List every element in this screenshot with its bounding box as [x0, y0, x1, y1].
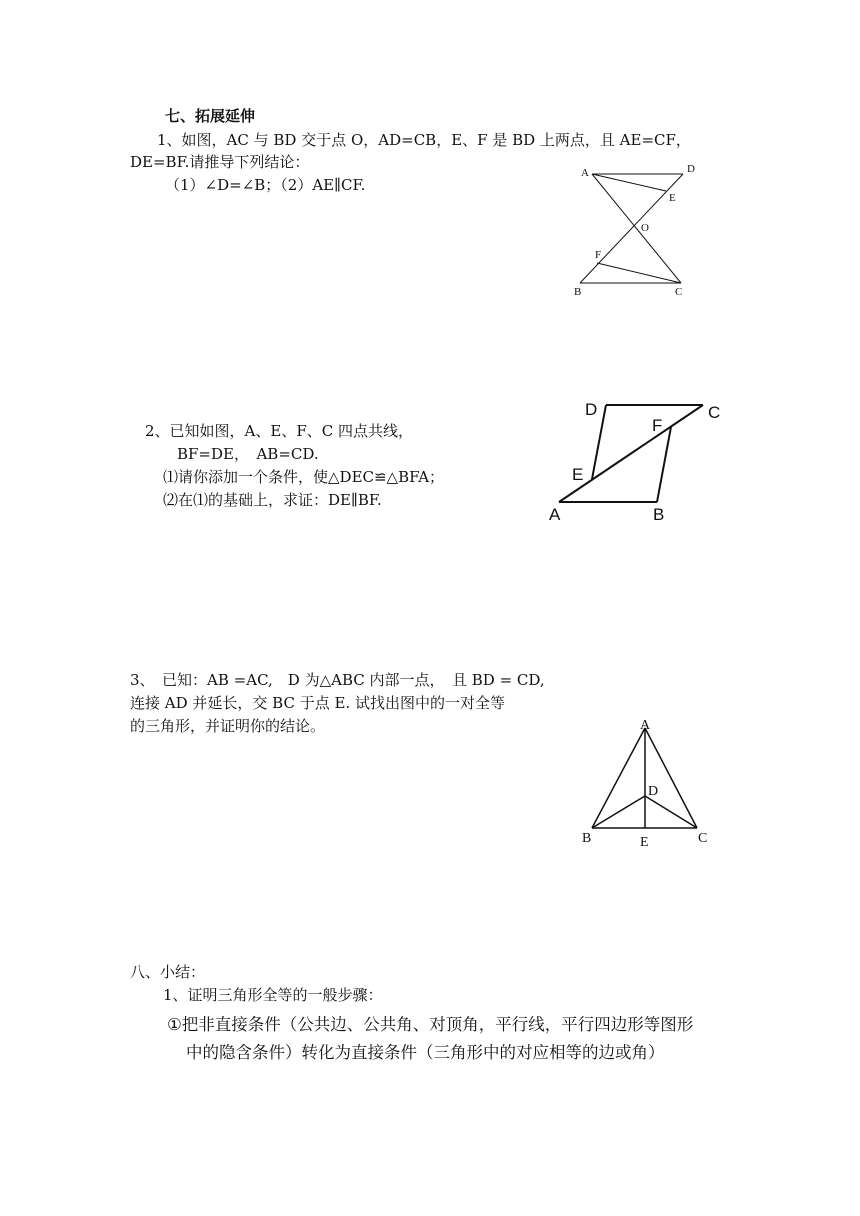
- q1-label-D: D: [687, 163, 695, 175]
- q3-line-2: 连接 AD 并延长，交 BC 于点 E. 试找出图中的一对全等: [130, 694, 505, 712]
- q2-label-A: A: [549, 505, 561, 524]
- q1-line-1: 1、如图，AC 与 BD 交于点 O，AD=CB，E、F 是 BD 上两点，且 AE=CF，: [157, 131, 691, 149]
- q1-label-B: B: [574, 286, 582, 298]
- q1-label-E: E: [669, 192, 676, 204]
- summary-step-1-line-1: ①把非直接条件（公共边、公共角、对顶角，平行线，平行四边形等图形: [167, 1015, 694, 1034]
- q2-line-3: ⑴请你添加一个条件，使△DEC≌△BFA；: [163, 468, 445, 486]
- summary-step-1-line-2: 中的隐含条件）转化为直接条件（三角形中的对应相等的边或角）: [186, 1043, 665, 1062]
- q3-label-E: E: [640, 835, 649, 850]
- section-7-heading: 七、拓展延伸: [165, 107, 256, 125]
- q2-label-B: B: [653, 505, 665, 524]
- q1-label-C: C: [675, 286, 683, 298]
- segment-FC: [597, 263, 681, 283]
- q3-line-1: 3、 已知：AB =AC, D 为△ABC 内部一点， 且 BD = CD,: [130, 671, 545, 689]
- q3-label-C: C: [698, 831, 708, 846]
- q1-label-O: O: [641, 222, 649, 234]
- segment-AC: [592, 174, 681, 283]
- q1-label-A: A: [581, 167, 589, 179]
- q2-label-C: C: [708, 403, 721, 422]
- segment-AB: [592, 728, 645, 828]
- q2-line-2: BF=DE， AB=CD.: [177, 445, 319, 463]
- segment-AE: [592, 174, 666, 191]
- section-8-heading: 八、小结：: [130, 963, 206, 981]
- segment-CA: [559, 405, 703, 502]
- q3-label-A: A: [640, 718, 651, 733]
- q1-line-3: （1）∠D=∠B；（2）AE∥CF.: [165, 176, 366, 194]
- q1-line-2: DE=BF.请推导下列结论：: [130, 153, 310, 171]
- q2-line-1: 2、已知如图，A、E、F、C 四点共线，: [145, 422, 413, 440]
- q2-line-4: ⑵在⑴的基础上，求证：DE∥BF.: [163, 491, 382, 509]
- q3-line-3: 的三角形，并证明你的结论。: [130, 717, 326, 735]
- q2-label-F: F: [652, 416, 663, 435]
- q1-label-F: F: [595, 249, 602, 261]
- segment-DB: [580, 174, 683, 283]
- q2-label-D: D: [585, 400, 598, 419]
- q3-label-B: B: [582, 831, 592, 846]
- segment-AC: [645, 728, 697, 828]
- segment-BD: [592, 796, 645, 828]
- segment-CD: [645, 796, 697, 828]
- segment-FB: [657, 427, 671, 502]
- summary-item-1: 1、证明三角形全等的一般步骤：: [163, 986, 383, 1004]
- segment-DE: [592, 405, 606, 479]
- q2-label-E: E: [572, 465, 584, 484]
- q3-label-D: D: [648, 784, 659, 799]
